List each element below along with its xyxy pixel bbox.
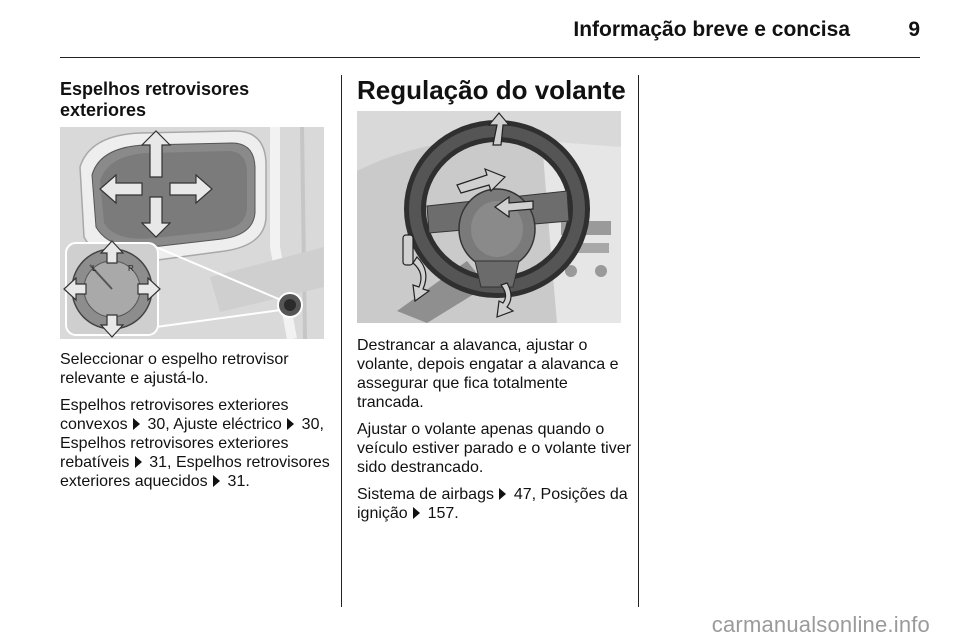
mirror-adjustment-illustration xyxy=(60,127,324,339)
reference-arrow-icon xyxy=(133,418,140,430)
reference-arrow-icon xyxy=(287,418,294,430)
section-heading-steering: Regulação do volante xyxy=(357,75,626,105)
steering-text xyxy=(357,336,632,531)
reference-arrow-icon xyxy=(213,475,220,487)
page-header-title: Informação breve e concisa xyxy=(573,18,850,41)
header-rule xyxy=(60,57,920,58)
watermark: carmanualsonline.info xyxy=(711,612,930,637)
svg-text:R: R xyxy=(128,264,134,273)
mirrors-paragraph-2: Espelhos retrovisores exteriores convexos 30, Ajuste eléctrico 30, Espelhos retrovisores exteriores rebatíveis 31, Espelhos retrovisores exteriores aquecidos 31. xyxy=(60,397,330,490)
column-divider-right xyxy=(638,75,639,607)
reference-arrow-icon xyxy=(413,507,420,519)
page-number: 9 xyxy=(908,18,920,41)
svg-text:L: L xyxy=(92,264,97,273)
steering-paragraph-1: Destrancar a alavanca, ajustar o volante, depois engatar a alavanca e assegurar que fica totalmente trancada. xyxy=(357,337,619,411)
steering-wheel-adjustment-illustration xyxy=(357,111,621,323)
reference-arrow-icon xyxy=(499,488,506,500)
mirrors-paragraph-1: Seleccionar o espelho retrovisor relevante e ajustá-lo. xyxy=(60,351,289,387)
steering-paragraph-2: Ajustar o volante apenas quando o veículo estiver parado e o volante tiver sido destrancado. xyxy=(357,421,631,476)
column-divider-left xyxy=(341,75,342,607)
section-heading-mirrors: Espelhos retrovisores exteriores xyxy=(60,79,250,120)
reference-arrow-icon xyxy=(135,456,142,468)
mirrors-text xyxy=(60,350,335,499)
steering-paragraph-3: Sistema de airbags 47, Posições da ignição 157. xyxy=(357,486,628,522)
